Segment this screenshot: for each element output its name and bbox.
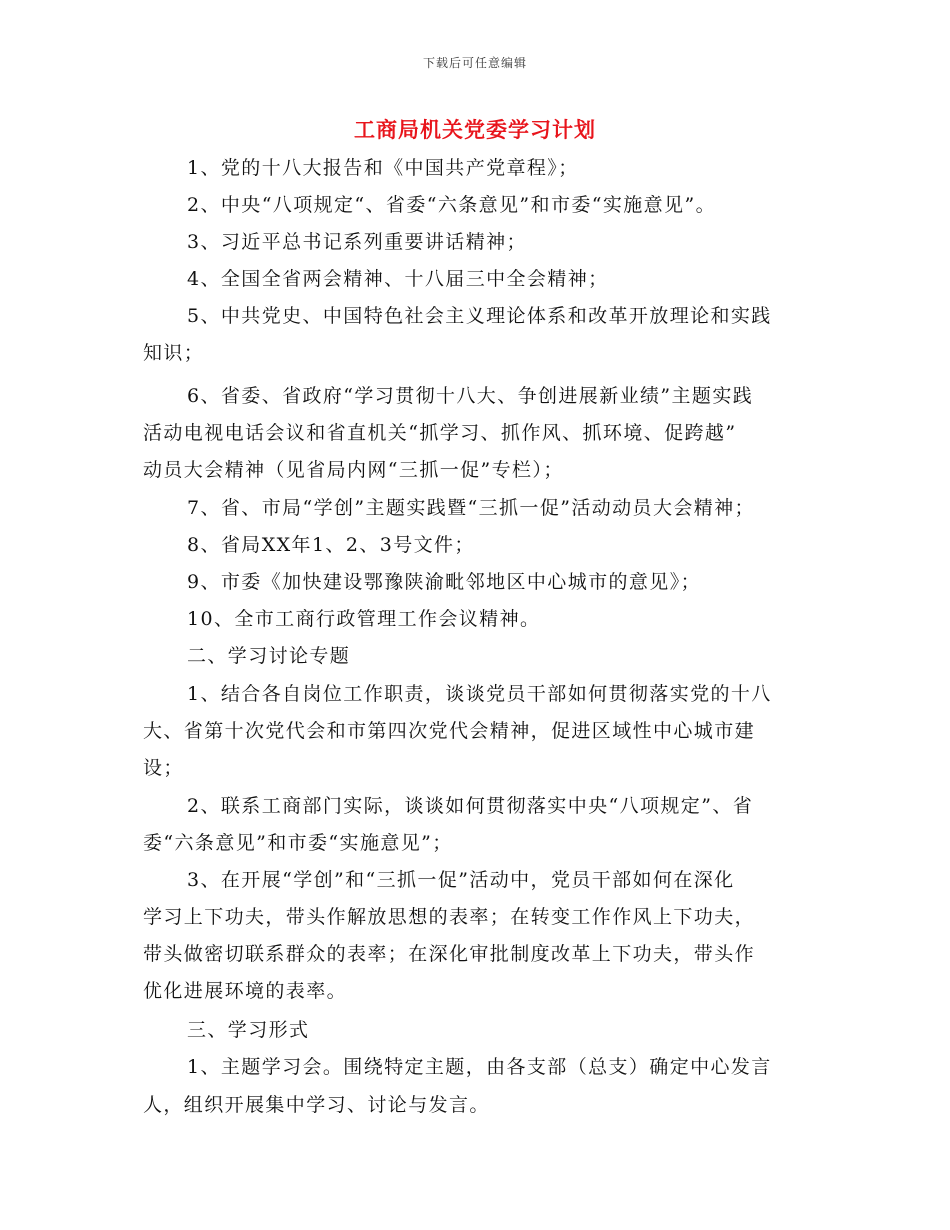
paragraph-line: 5、中共党史、中国特色社会主义理论体系和改革开放理论和实践 [187, 305, 772, 327]
paragraph-line: 2、中央“八项规定“、省委“六条意见”和市委“实施意见”。 [187, 194, 716, 216]
paragraph-line: 8、省局XX年1、2、3号文件； [187, 534, 475, 556]
document-title: 工商局机关党委学习计划 [354, 117, 596, 142]
paragraph-line: 10、全市工商行政管理工作会议精神。 [187, 608, 541, 630]
paragraph-line: 1、主题学习会。围绕特定主题，由各支部（总支）确定中心发言 [187, 1056, 772, 1078]
paragraph-line: 带头做密切联系群众的表率；在深化审批制度改革上下功夫，带头作 [143, 943, 756, 965]
paragraph-line: 优化进展环境的表率。 [143, 980, 348, 1002]
paragraph-line: 知识； [143, 342, 205, 364]
paragraph-line: 4、全国全省两会精神、十八届三中全会精神； [187, 268, 609, 290]
paragraph-line: 学习上下功夫，带头作解放思想的表率；在转变工作作风上下功夫， [143, 906, 756, 928]
section-heading: 三、学习形式 [187, 1019, 310, 1041]
section-heading: 二、学习讨论专题 [187, 645, 351, 667]
paragraph-line: 2、联系工商部门实际，谈谈如何贯彻落实中央“八项规定”、省 [187, 795, 754, 817]
paragraph-line: 委“六条意见”和市委“实施意见”； [143, 832, 453, 854]
header-note: 下载后可任意编辑 [422, 56, 527, 70]
paragraph-line: 9、市委《加快建设鄂豫陕渝毗邻地区中心城市的意见》； [187, 571, 701, 593]
paragraph-line: 1、党的十八大报告和《中国共产党章程》； [187, 157, 579, 179]
paragraph-line: 1、结合各自岗位工作职责，谈谈党员干部如何贯彻落实党的十八 [187, 683, 772, 705]
paragraph-line: 动员大会精神（见省局内网“三抓一促”专栏）； [143, 459, 564, 481]
paragraph-line: 大、省第十次党代会和市第四次党代会精神，促进区域性中心城市建 [143, 720, 756, 742]
paragraph-line: 活动电视电话会议和省直机关“抓学习、抓作风、抓环境、促跨越” [143, 422, 737, 444]
paragraph-line: 6、省委、省政府“学习贯彻十八大、争创进展新业绩”主题实践 [187, 385, 754, 407]
paragraph-line: 3、习近平总书记系列重要讲话精神； [187, 231, 527, 253]
paragraph-line: 3、在开展“学创”和“三抓一促”活动中，党员干部如何在深化 [187, 869, 735, 891]
paragraph-line: 7、省、市局“学创”主题实践暨“三抓一促”活动动员大会精神； [187, 497, 755, 519]
paragraph-line: 设； [143, 757, 184, 779]
paragraph-line: 人，组织开展集中学习、讨论与发言。 [143, 1094, 490, 1116]
